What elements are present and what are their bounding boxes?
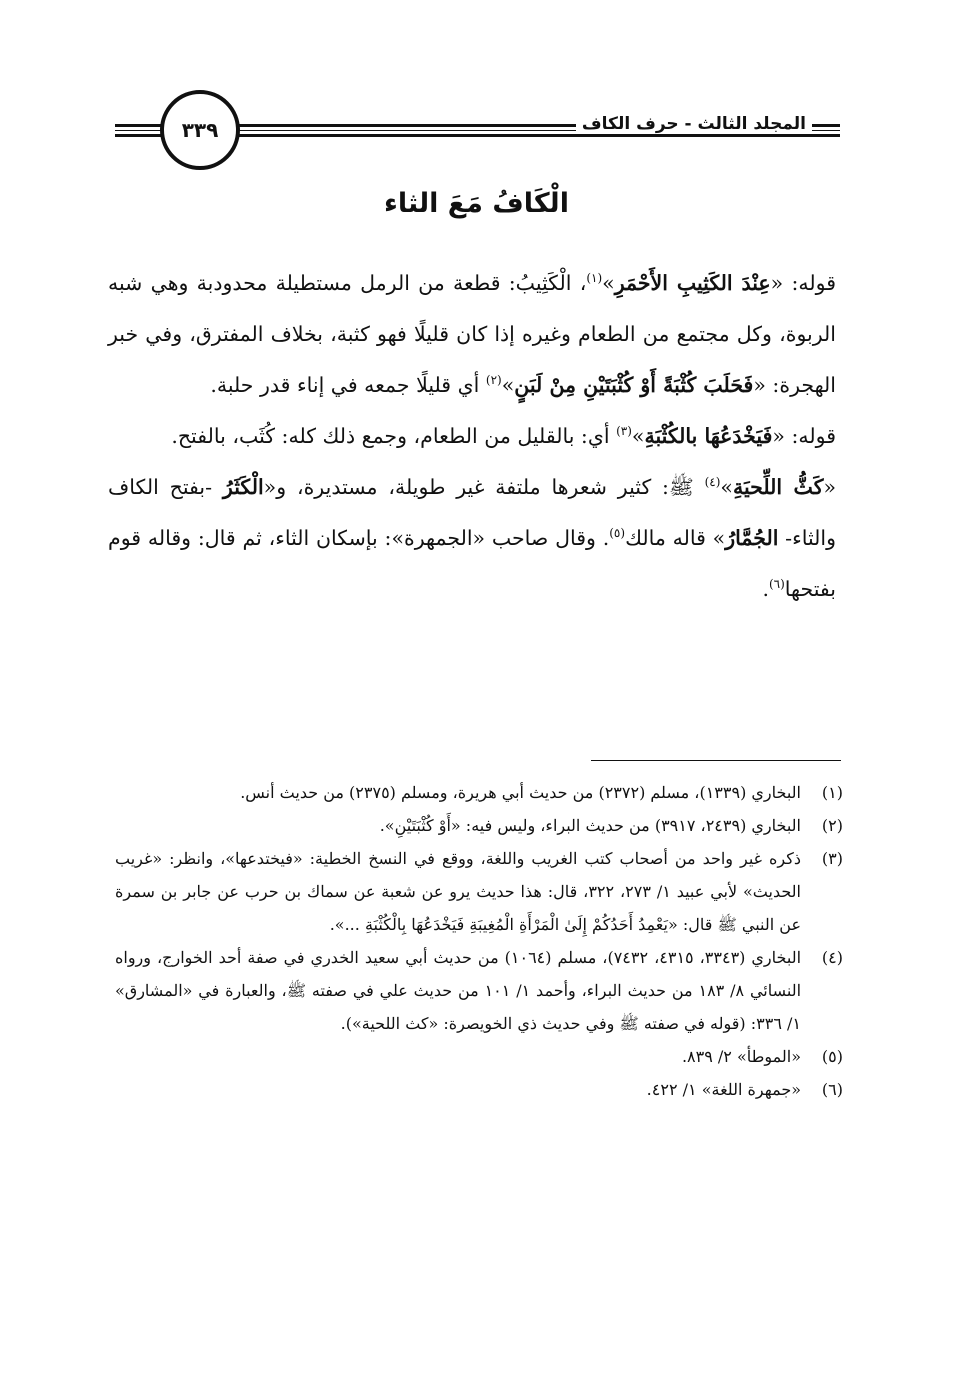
text-run: قوله: «: [772, 424, 836, 448]
footnote-text: البخاري (١٣٣٩)، مسلم (٢٣٧٢) من حديث أبي هريرة، ومسلم (٢٣٧٥) من حديث أنس.: [240, 783, 801, 802]
footnote-ref: (١): [586, 271, 603, 286]
text-run: »: [631, 424, 645, 448]
quoted-phrase: فَحَلَبَ كُثْبَةً أَوْ كُثْبَتَيْنِ مِنْ لَبَنٍ: [514, 373, 754, 397]
text-run: أي قليلًا جمعه في إناء قدر حلبة.: [210, 373, 486, 397]
footnote: [115, 941, 843, 1040]
footnote: [115, 809, 843, 842]
footnote: [115, 1073, 843, 1106]
footnote-text: البخاري (٣٣٤٣، ٤٣١٥، ٧٤٣٢)، مسلم (١٠٦٤) من حديث أبي سعيد الخدري في صفة أحد الخوارج، ورواه النسائي ٨/ ١٨٣ من حديث البراء، وأحمد ١/ ١٠١ من حديث علي في صفته ﷺ، والعبارة في «المشارق» ١/ ٣٣٦: (قوله في صفته ﷺ وفي حديث ذي الخويصرة: «كث اللحية»).: [115, 948, 802, 1033]
footnote-number: (٢): [821, 816, 843, 835]
quoted-phrase: عِنْدَ الكَثِيبِ الأَحْمَرِ: [614, 271, 771, 295]
footnote-text: «جمهرة اللغة» ١/ ٤٢٢.: [646, 1080, 801, 1099]
quoted-phrase: الْكَثَرُ: [222, 475, 264, 499]
footnote-ref: (٤): [704, 475, 721, 490]
footnote-number: (٣): [821, 849, 843, 868]
footnote-text: «الموطأ» ٢/ ٨٣٩.: [681, 1047, 801, 1066]
text-run: ، الْكَثِيبُ: قطعة من الرمل مستطيلة محدودبة وهي شبه الربوة، وكل مجتمع من الطعام وغيره إذا كان قليلًا فهو كثبة، بخلاف المفترق، وفي خبر الهجرة: «: [108, 271, 836, 397]
text-run: »: [602, 271, 615, 295]
text-run: »: [720, 475, 733, 499]
footnote-number: (١): [821, 783, 843, 802]
page-number: ٣٣٩: [181, 118, 219, 142]
footnote-text: ذكره غير واحد من أصحاب كتب الغريب واللغة، ووقع في النسخ الخطية: «فيختدعها»، وانظر: «غريب الحديث» لأبي عبيد ١/ ٢٧٣، ٣٢٢، قال: هذا حديث يرو عن شعبة عن سماك بن حرب عن جابر بن سمرة عن النبي ﷺ قال: «يَعْمِدُ أَحَدُكُمْ إِلَىٰ الْمَرْأَةِ الْمُغِيبَةِ فَيَخْدَعُهَا بِالْكُثْبَةِ ...».: [115, 849, 801, 934]
text-run: . وقال صاحب «الجمهرة»: بإسكان الثاء، ثم قال: وقاله قوم بفتحها: [108, 526, 836, 601]
footnote-ref: (٥): [609, 526, 626, 541]
page-number-badge: [160, 90, 240, 170]
footnote-number: (٦): [821, 1080, 843, 1099]
footnote: [115, 776, 843, 809]
text-run: -بفتح الكاف والثاء-: [108, 475, 837, 550]
text-run: قوله: «: [770, 271, 836, 295]
main-text: [108, 258, 836, 615]
chapter-title: الْكَافُ مَعَ الثاء: [384, 188, 569, 219]
paragraph-3: [108, 462, 836, 615]
footnote-separator: [591, 760, 841, 761]
text-run: ﷺ: كثير شعرها ملتفة غير طويلة، مستديرة، و«: [263, 475, 705, 499]
footnote-number: (٥): [821, 1047, 843, 1066]
footnotes: [115, 776, 843, 1106]
paragraph-2: [108, 411, 836, 462]
paragraph-1: [108, 258, 836, 411]
footnote-number: (٤): [821, 948, 843, 967]
footnote-ref: (٦): [768, 577, 785, 592]
text-run: »: [501, 373, 515, 397]
running-title: المجلد الثالث - حرف الكاف: [576, 114, 812, 134]
footnote-ref: (٣): [616, 424, 632, 439]
quoted-phrase: كَثُّ اللِّحيَةِ: [732, 475, 824, 499]
footnote-ref: (٢): [485, 373, 502, 388]
footnote: [115, 1040, 843, 1073]
quoted-phrase: فَيَخْدَعُهَا بالكُثْبَةِ: [644, 424, 773, 448]
text-run: أي: بالقليل من الطعام، وجمع ذلك كله: كُثَب، بالفتح.: [171, 424, 617, 448]
footnote-text: البخاري (٢٤٣٩، ٣٩١٧) من حديث البراء، وليس فيه: «أَوْ كُثْبَتَيْنِ».: [379, 816, 801, 835]
text-run: «: [823, 475, 836, 499]
text-run: .: [762, 577, 769, 601]
quoted-phrase: الجُمَّارُ: [725, 526, 779, 550]
footnote: [115, 842, 843, 941]
page-header: [115, 90, 840, 170]
text-run: » قاله مالك: [625, 526, 726, 550]
